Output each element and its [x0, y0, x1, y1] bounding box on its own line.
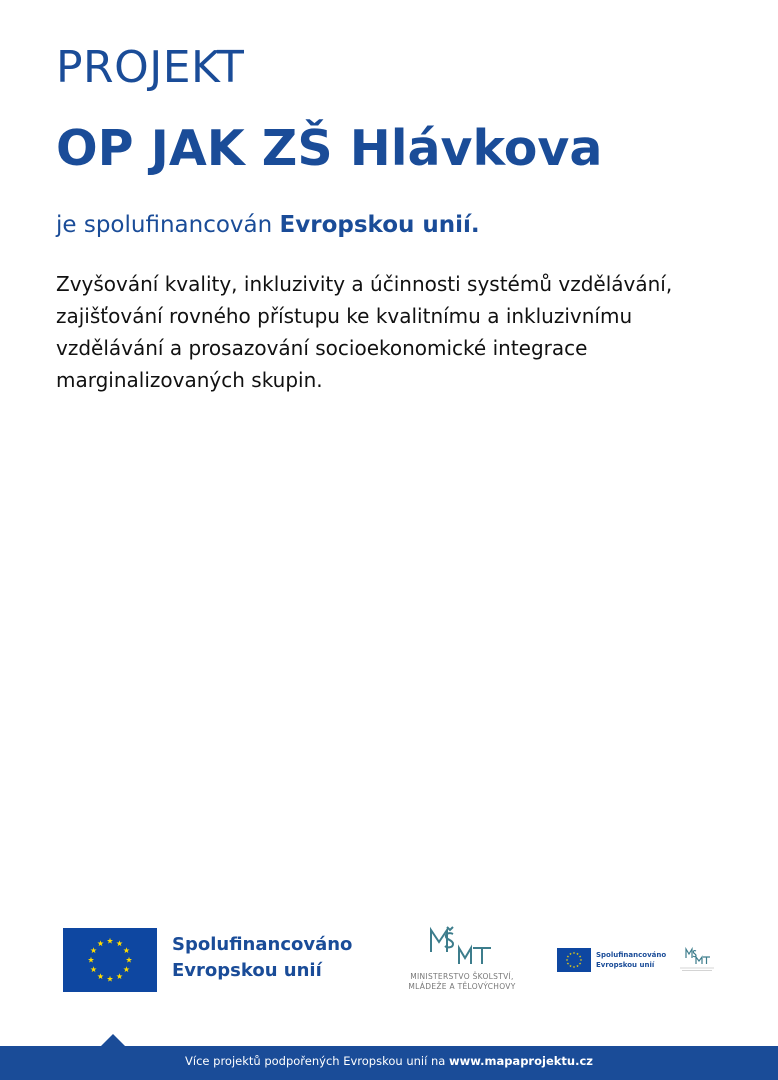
cofinancing-statement [56, 212, 480, 238]
eu-star-icon [566, 959, 568, 961]
eu-star-icon [573, 952, 575, 954]
eu-logo-line2: Evropskou unií [172, 960, 322, 981]
description-line: Zvyšování kvality, inkluzivity a účinnosti systémů vzdělávání, [56, 272, 673, 296]
description-line: marginalizovaných skupin. [56, 368, 323, 392]
eu-star-icon [579, 962, 581, 964]
eu-logo-line1: Spolufinancováno [172, 934, 353, 955]
eu-star-icon [567, 962, 569, 964]
eu-star-icon [573, 966, 575, 968]
cofinancing-emphasis: Evropskou unií. [279, 212, 480, 238]
project-title: OP JAK ZŠ Hlávkova [56, 120, 603, 177]
project-label: PROJEKT [56, 42, 245, 93]
eu-star-icon [107, 976, 113, 982]
eu-star-icon [97, 973, 103, 979]
description-line: zajišťování rovného přístupu ke kvalitnímu a inkluzivnímu [56, 304, 633, 328]
footer-link[interactable]: www.mapaprojektu.cz [448, 1054, 593, 1068]
eu-star-icon [88, 957, 94, 963]
project-description [56, 268, 736, 396]
eu-star-icon [569, 965, 571, 967]
eu-star-icon [91, 966, 97, 972]
eu-star-icon [126, 957, 132, 963]
eu-star-icon [91, 947, 97, 953]
footer-text [0, 1054, 778, 1068]
eu-star-icon [123, 966, 129, 972]
eu-small-line1: Spolufinancováno [596, 951, 667, 959]
cofinancing-prefix: je spolufinancován [56, 212, 280, 238]
eu-cofinanced-logo-text [172, 932, 352, 984]
eu-star-icon [569, 953, 571, 955]
eu-star-icon [107, 938, 113, 944]
eu-star-icon [576, 965, 578, 967]
description-line: vzdělávání a prosazování socioekonomické integrace [56, 336, 588, 360]
eu-star-icon [576, 953, 578, 955]
eu-star-icon [97, 940, 103, 946]
eu-flag-icon [63, 928, 157, 992]
eu-star-icon [116, 973, 122, 979]
msmt-logo-caption [395, 972, 529, 992]
eu-flag-small-icon [557, 948, 591, 972]
eu-star-icon [123, 947, 129, 953]
msmt-line1: MINISTERSTVO ŠKOLSTVÍ, [410, 972, 514, 981]
msmt-line2: MLÁDEŽE A TĚLOVÝCHOVY [408, 982, 516, 991]
eu-small-line2: Evropskou unií [596, 961, 655, 969]
eu-small-logo-text [596, 950, 666, 970]
footer-prefix: Více projektů podpořených Evropskou unií na [185, 1054, 449, 1068]
eu-star-icon [580, 959, 582, 961]
msmt-small-logo-icon [674, 946, 720, 974]
eu-star-icon [567, 955, 569, 957]
eu-star-icon [579, 955, 581, 957]
eu-star-icon [116, 940, 122, 946]
